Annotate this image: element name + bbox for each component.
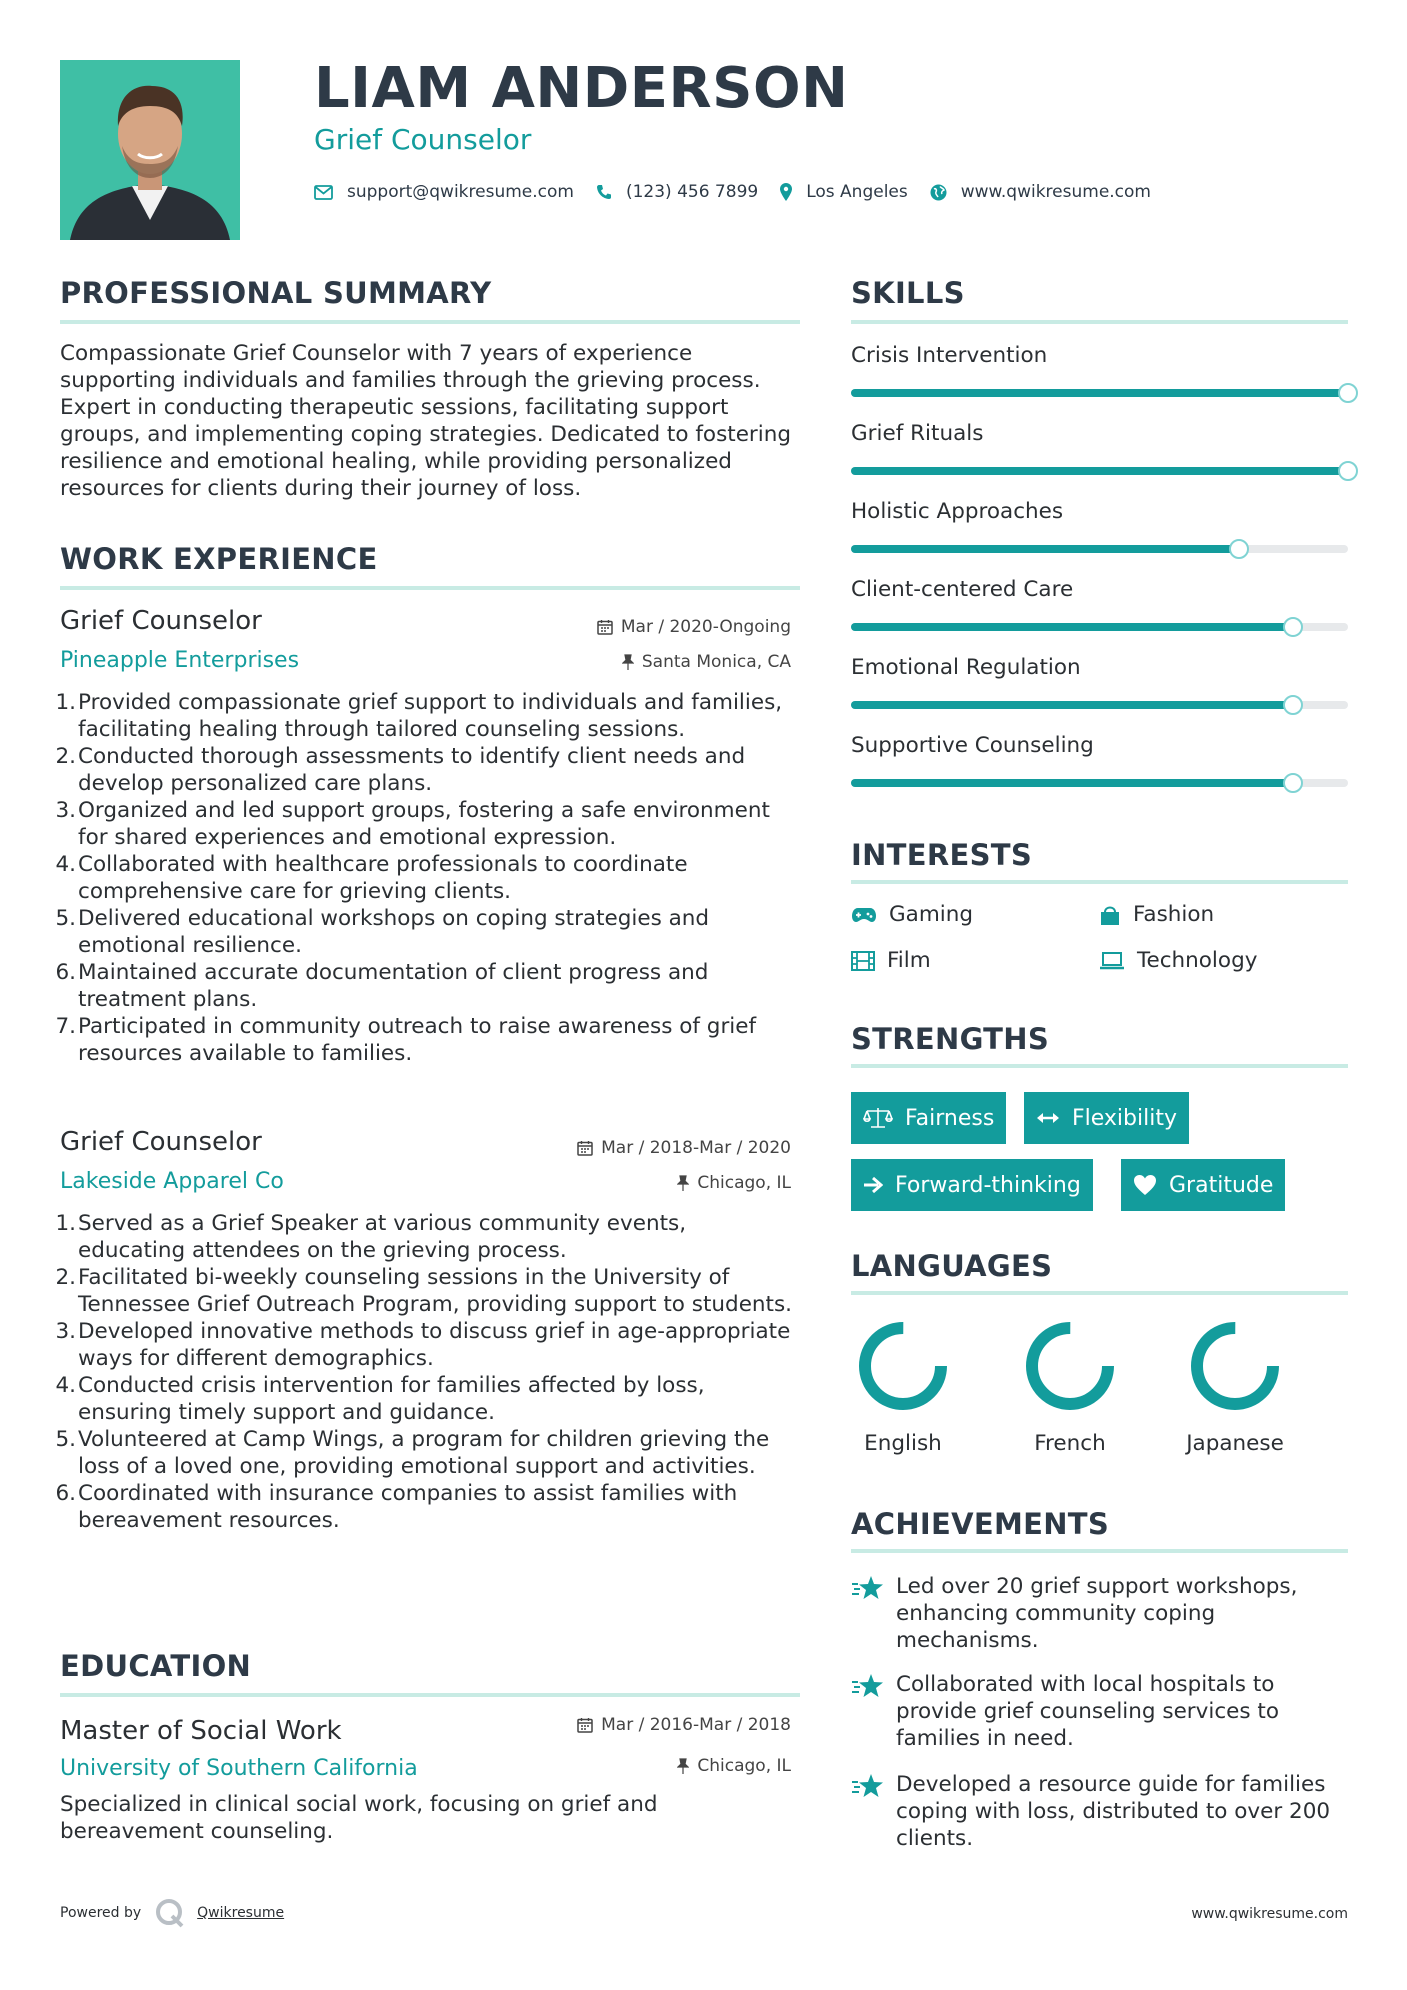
job-dates: [597, 616, 791, 638]
list-item: 2. Conducted thorough assessments to identify client needs and develop personalized care plans.: [55, 744, 746, 796]
skill-bar-knob: [1283, 617, 1303, 637]
star-icon: [851, 1773, 885, 1799]
job-dates-text: Mar / 2018-Mar / 2020: [601, 1138, 791, 1158]
interest-label: Fashion: [1133, 902, 1215, 927]
achievement-text: Collaborated with local hospitals to provide grief counseling services to families in need.: [896, 1672, 1280, 1751]
job-company: Pineapple Enterprises: [60, 648, 300, 673]
skill-bar-knob: [1229, 539, 1249, 559]
achievement-item: [851, 1671, 1351, 1752]
strength-label: Fairness: [905, 1105, 995, 1131]
job-duties: [55, 1210, 800, 1534]
list-item: 6. Maintained accurate documentation of client progress and treatment plans.: [55, 960, 709, 1012]
language-gauge: [855, 1318, 951, 1414]
skill-bar-knob: [1338, 461, 1358, 481]
skill-bar: [851, 779, 1348, 787]
strengths-divider: [851, 1064, 1348, 1068]
job-title: Grief Counselor: [60, 606, 262, 636]
list-item: 3. Organized and led support groups, fostering a safe environment for shared experiences and emotional expression.: [55, 798, 770, 850]
achievement-item: [851, 1573, 1351, 1654]
phone-icon: [596, 184, 612, 200]
list-item: 5. Volunteered at Camp Wings, a program for children grieving the loss of a loved one, providing emotional support and activities.: [55, 1427, 770, 1479]
pushpin-icon: [677, 1175, 689, 1191]
language-english: [843, 1318, 963, 1458]
skill-bar-fill: [851, 467, 1348, 475]
skill-bar-knob: [1338, 383, 1358, 403]
language-label: English: [864, 1431, 942, 1456]
website-text: www.qwikresume.com: [960, 182, 1151, 202]
degree-title: Master of Social Work: [60, 1716, 342, 1746]
achievement-text: Developed a resource guide for families coping with loss, distributed to over 200 clients.: [896, 1772, 1331, 1851]
arrows-horizontal-icon: [1036, 1111, 1060, 1125]
strength-tag: [1024, 1092, 1189, 1144]
skill-bar: [851, 389, 1348, 397]
skill-bar-fill: [851, 779, 1293, 787]
contact-location: [780, 182, 908, 202]
skill-bar-knob: [1283, 695, 1303, 715]
strength-label: Gratitude: [1169, 1172, 1274, 1198]
languages-heading: LANGUAGES: [851, 1249, 1053, 1283]
skill-bar-fill: [851, 545, 1239, 553]
qwikresume-link[interactable]: Qwikresume: [197, 1905, 285, 1921]
job-company: Lakeside Apparel Co: [60, 1169, 284, 1194]
calendar-icon: [597, 619, 613, 635]
calendar-icon: [577, 1717, 593, 1733]
profile-photo: [60, 60, 240, 240]
interest-fashion: [1099, 901, 1214, 929]
education-dates: [577, 1714, 791, 1736]
interest-label: Technology: [1137, 948, 1258, 973]
job-title: Grief Counselor: [60, 1127, 262, 1157]
achievement-text: Led over 20 grief support workshops, enhancing community coping mechanisms.: [896, 1574, 1298, 1653]
arrow-right-icon: [863, 1176, 883, 1194]
languages-divider: [851, 1291, 1348, 1295]
laptop-icon: [1099, 952, 1125, 970]
skill-label: Grief Rituals: [851, 421, 984, 446]
skill-bar-fill: [851, 701, 1293, 709]
job-location-text: Santa Monica, CA: [641, 652, 791, 672]
interest-label: Gaming: [889, 902, 974, 927]
heart-icon: [1133, 1174, 1157, 1196]
powered-by-label: Powered by: [60, 1905, 142, 1921]
scale-icon: [863, 1107, 893, 1129]
summary-text: Compassionate Grief Counselor with 7 years of experience supporting individuals and families through the grieving process. Expert in conducting therapeutic sessions, facilitating support groups, and implementing coping strategies. Dedicated to fostering resilience and emotional healing, while providing personalized resources for clients during their journey of loss.: [60, 341, 792, 501]
interests-divider: [851, 880, 1348, 884]
language-gauge-arc: [865, 1328, 941, 1404]
education-location: [677, 1755, 791, 1777]
language-french: [1010, 1318, 1130, 1458]
contact-phone[interactable]: [596, 182, 758, 202]
pushpin-icon: [677, 1758, 689, 1774]
skill-label: Client-centered Care: [851, 577, 1074, 602]
interest-film: [851, 947, 931, 975]
school-name: University of Southern California: [60, 1756, 418, 1781]
powered-by: [60, 1898, 284, 1928]
job-location: [622, 651, 791, 673]
shopping-bag-icon: [1099, 904, 1121, 926]
footer-url[interactable]: www.qwikresume.com: [1191, 1906, 1348, 1922]
summary-divider: [60, 320, 800, 324]
strength-tag: [851, 1159, 1093, 1211]
film-icon: [851, 951, 875, 971]
location-text: Los Angeles: [806, 182, 908, 202]
language-gauge-arc: [1197, 1328, 1273, 1404]
strength-tag: [1121, 1159, 1285, 1211]
interest-label: Film: [887, 948, 931, 973]
list-item: 3. Developed innovative methods to discuss grief in age-appropriate ways for different demographics.: [55, 1319, 791, 1371]
job-dates: [577, 1137, 791, 1159]
strength-label: Forward-thinking: [895, 1172, 1081, 1198]
email-text: support@qwikresume.com: [347, 182, 574, 202]
interest-technology: [1099, 947, 1257, 975]
experience-divider: [60, 586, 800, 590]
job-dates-text: Mar / 2020-Ongoing: [620, 617, 791, 637]
star-icon: [851, 1575, 885, 1601]
skill-label: Emotional Regulation: [851, 655, 1081, 680]
achievements-divider: [851, 1549, 1348, 1553]
skill-bar-knob: [1283, 773, 1303, 793]
strengths-heading: STRENGTHS: [851, 1022, 1050, 1056]
language-label: French: [1034, 1431, 1106, 1456]
education-heading: EDUCATION: [60, 1649, 252, 1683]
language-label: Japanese: [1186, 1431, 1284, 1456]
achievements-heading: ACHIEVEMENTS: [851, 1507, 1110, 1541]
job-duties: [55, 689, 800, 1067]
contact-bar: [314, 180, 1173, 204]
list-item: 6. Coordinated with insurance companies to assist families with bereavement resources.: [55, 1481, 738, 1533]
contact-website[interactable]: [930, 182, 1151, 202]
pushpin-icon: [622, 654, 634, 670]
qwikresume-logo-icon: [155, 1898, 185, 1928]
skill-label: Crisis Intervention: [851, 343, 1048, 368]
candidate-name: LIAM ANDERSON: [314, 56, 849, 121]
language-gauge: [1187, 1318, 1283, 1414]
phone-text: (123) 456 7899: [625, 182, 759, 202]
education-location-text: Chicago, IL: [697, 1756, 791, 1776]
job-location-text: Chicago, IL: [697, 1173, 791, 1193]
language-japanese: [1175, 1318, 1295, 1458]
list-item: 4. Collaborated with healthcare professionals to coordinate comprehensive care for grieving clients.: [55, 852, 688, 904]
list-item: 5. Delivered educational workshops on coping strategies and emotional resilience.: [55, 906, 710, 958]
achievement-item: [851, 1771, 1351, 1852]
gamepad-icon: [851, 907, 877, 923]
interests-heading: INTERESTS: [851, 838, 1033, 872]
skill-label: Holistic Approaches: [851, 499, 1064, 524]
summary-heading: PROFESSIONAL SUMMARY: [60, 276, 492, 310]
skill-bar-fill: [851, 623, 1293, 631]
experience-heading: WORK EXPERIENCE: [60, 542, 378, 576]
skill-bar: [851, 545, 1348, 553]
globe-icon: [930, 184, 947, 201]
education-divider: [60, 1693, 800, 1697]
list-item: 1. Provided compassionate grief support to individuals and families, facilitating healing through tailored counseling sessions.: [55, 690, 783, 742]
skill-label: Supportive Counseling: [851, 733, 1094, 758]
skill-bar: [851, 623, 1348, 631]
job-location: [677, 1172, 791, 1194]
skill-bar: [851, 701, 1348, 709]
calendar-icon: [577, 1140, 593, 1156]
map-pin-icon: [780, 183, 792, 201]
strength-tag: [851, 1092, 1006, 1144]
list-item: 2. Facilitated bi-weekly counseling sessions in the University of Tennessee Grief Outreach Program, providing support to students.: [55, 1265, 793, 1317]
skill-bar-fill: [851, 389, 1348, 397]
envelope-icon: [314, 185, 333, 200]
skill-bar: [851, 467, 1348, 475]
list-item: 4. Conducted crisis intervention for families affected by loss, ensuring timely support and guidance.: [55, 1373, 705, 1425]
skills-heading: SKILLS: [851, 276, 965, 310]
strength-label: Flexibility: [1072, 1105, 1177, 1131]
language-gauge-arc: [1032, 1328, 1108, 1404]
education-dates-text: Mar / 2016-Mar / 2018: [601, 1715, 791, 1735]
star-icon: [851, 1673, 885, 1699]
education-description: Specialized in clinical social work, focusing on grief and bereavement counseling.: [60, 1792, 658, 1844]
contact-email[interactable]: [314, 182, 574, 202]
list-item: 1. Served as a Grief Speaker at various community events, educating attendees on the grieving process.: [55, 1211, 687, 1263]
list-item: 7. Participated in community outreach to raise awareness of grief resources available to families.: [55, 1014, 757, 1066]
interest-gaming: [851, 901, 973, 929]
language-gauge: [1022, 1318, 1118, 1414]
skills-divider: [851, 320, 1348, 324]
candidate-title: Grief Counselor: [314, 123, 532, 156]
